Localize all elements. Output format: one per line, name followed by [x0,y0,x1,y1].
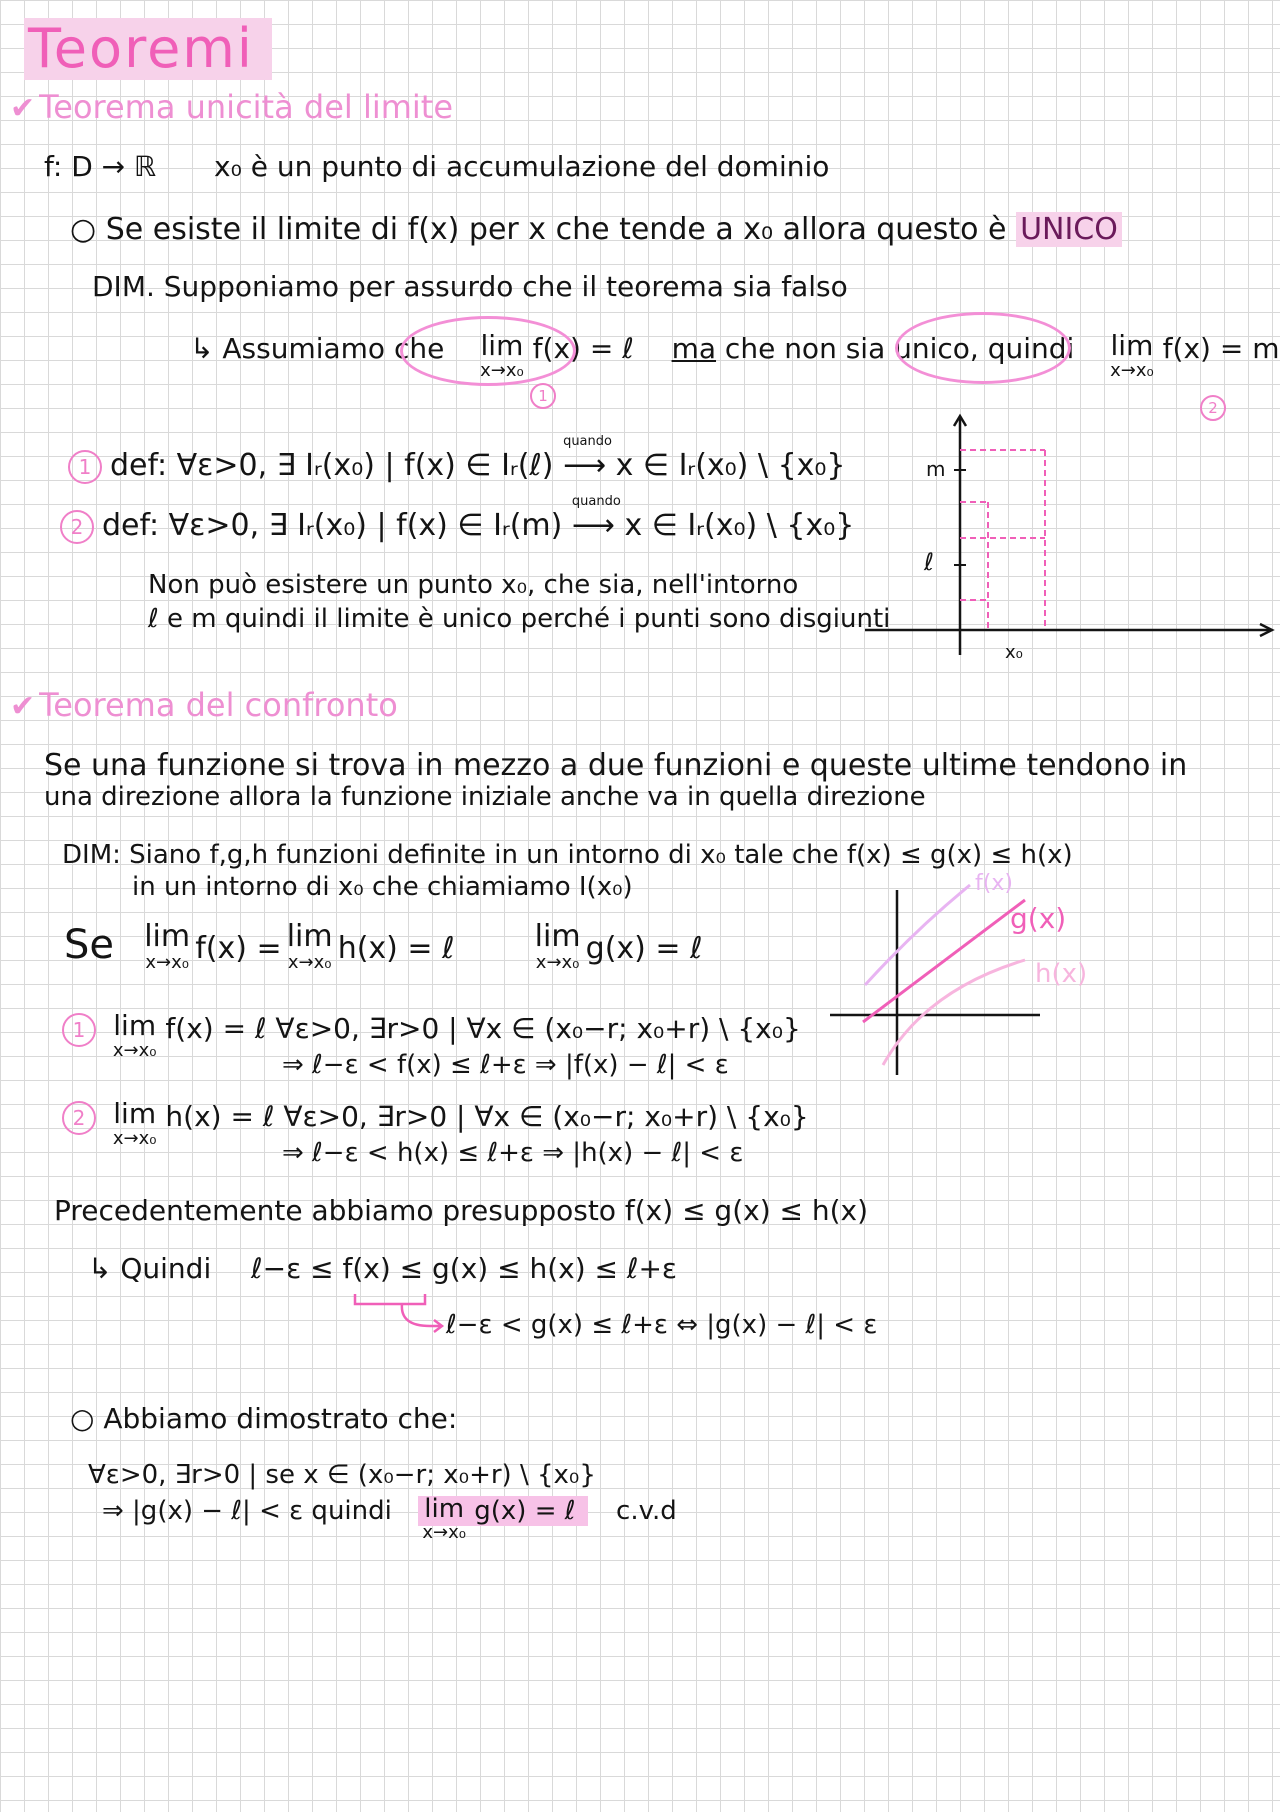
statement-text: Se esiste il limite di f(x) per x che tende a x₀ allora questo è [105,212,1007,247]
limit-notation: lim x→x₀ [112,1097,157,1149]
quindi-expr: ℓ−ε ≤ f(x) ≤ g(x) ≤ h(x) ≤ ℓ+ε [251,1252,678,1285]
limit-notation: lim x→x₀ [422,1494,466,1543]
uniqueness-graph [860,410,1280,670]
graph-label-g: g(x) [1010,902,1067,935]
def-line-1 [68,434,846,484]
assume-mid: che non sia unico, quindi [724,332,1075,365]
ellipse-limit-2 [895,312,1071,384]
tag-2-icon: 2 [1200,395,1226,421]
proved-line-1: ∀ε>0, ∃r>0 | se x ∈ (x₀−r; x₀+r) \ {x₀} [88,1460,596,1490]
section-heading-confronto [10,686,398,724]
dim-line-1: DIM: Siano f,g,h funzioni definite in un intorno di x₀ tale che f(x) ≤ g(x) ≤ h(x) [62,840,1073,870]
se-line [64,919,703,973]
intro-text: x₀ è un punto di accumulazione del dominio [214,150,830,183]
limit-notation: lim x→x₀ [112,1009,157,1061]
conclusion-line-1: Non può esistere un punto x₀, che sia, nell'intorno [148,570,799,600]
def2-tail: x ∈ Iᵣ(x₀) \ {x₀} [624,508,855,543]
section-title-text: Teorema unicità del limite [39,88,454,126]
quindi-line [88,1252,677,1285]
squeeze-graph [825,860,1275,1080]
assume-expr-1: f(x) = ℓ [532,332,634,365]
bracket-arrow [340,1286,460,1346]
ma-underlined: ma [671,332,717,365]
step-1-implication: ⇒ ℓ−ε < f(x) ≤ ℓ+ε ⇒ |f(x) − ℓ| < ε [282,1050,729,1080]
cvd-text: c.v.d [616,1496,677,1526]
ellipse-limit-1 [400,316,576,386]
final-limit-highlight [418,1494,587,1543]
def1-label: def: [110,448,168,483]
se-f-expr: f(x) = [195,931,282,966]
limit-notation: lim x→x₀ [480,329,524,381]
limit-notation-2: lim x→x₀ [286,919,333,973]
precedentemente-line: Precedentemente abbiamo presupposto f(x) ≤ g(x) ≤ h(x) [54,1194,869,1227]
conclusion-line-2: ℓ e m quindi il limite è unico perché i punti sono disgiunti [148,604,891,634]
assume-expr-2: f(x) = m [1162,332,1280,365]
limit-notation: lim x→x₀ [144,919,191,973]
section-heading-unicita [10,88,453,126]
se-word: Se [64,922,114,968]
checkmark-icon: ✔ [10,91,36,126]
unico-highlight: UNICO [1016,212,1122,247]
step2-expr: h(x) = ℓ ∀ε>0, ∃r>0 | ∀x ∈ (x₀−r; x₀+r) \ {x₀} [165,1100,809,1133]
limit-notation-3: lim x→x₀ [534,919,581,973]
def1-tail: x ∈ Iᵣ(x₀) \ {x₀} [615,448,846,483]
graph-label-m: m [926,457,946,481]
page-title: Teoremi [24,18,272,80]
tag-1-icon: 1 [530,383,556,409]
dim-line-2: in un intorno di x₀ che chiamiamo I(x₀) [132,872,633,902]
result-line: ℓ−ε < g(x) ≤ ℓ+ε ⇔ |g(x) − ℓ| < ε [446,1310,878,1340]
def2-label: def: [102,508,160,543]
proved-intro: ○ Abbiamo dimostrato che: [70,1402,458,1435]
step-2-implication: ⇒ ℓ−ε < h(x) ≤ ℓ+ε ⇒ |h(x) − ℓ| < ε [282,1138,744,1168]
graph-label-l: ℓ [924,548,934,576]
graph-label-x0: x₀ [1005,642,1023,663]
dim-line: DIM. Supponiamo per assurdo che il teorema sia falso [92,270,848,303]
number-2-icon: 2 [60,510,94,544]
desc-line-2: una direzione allora la funzione iniziale anche va in quella direzione [44,782,926,812]
quindi-word: ↳ Quindi [88,1252,212,1285]
step1-expr: f(x) = ℓ ∀ε>0, ∃r>0 | ∀x ∈ (x₀−r; x₀+r) \ {x₀} [165,1012,801,1045]
quando-arrow: quando ⟶ [563,434,612,483]
graph-label-h: h(x) [1035,959,1088,989]
assume-prefix: ↳ Assumiamo che [190,332,445,365]
assume-line [190,329,1280,381]
checkmark-icon: ✔ [10,689,36,724]
se-h-expr: h(x) = ℓ [337,931,455,966]
graph-label-f: f(x) [975,871,1013,896]
desc-line-1: Se una funzione si trova in mezzo a due funzioni e queste ultime tendono in [44,748,1188,783]
limit-notation-2: lim x→x₀ [1110,329,1154,381]
number-1-icon: 1 [62,1013,96,1047]
section-title-text: Teorema del confronto [39,686,398,724]
def2-expr: ∀ε>0, ∃ Iᵣ(x₀) | f(x) ∈ Iᵣ(m) [168,508,563,543]
se-g-expr: g(x) = ℓ [585,931,703,966]
quando-arrow-2: quando ⟶ [571,494,621,543]
function-domain: f: D → ℝ [44,150,157,183]
intro-line [44,150,829,183]
def1-expr: ∀ε>0, ∃ Iᵣ(x₀) | f(x) ∈ Iᵣ(ℓ) [176,448,554,483]
theorem-statement: ○ Se esiste il limite di f(x) per x che tende a x₀ allora questo è UNICO [70,212,1122,247]
final-expr: g(x) = ℓ [474,1496,576,1526]
def-line-2 [60,494,855,544]
number-2-icon: 2 [62,1101,96,1135]
proved-line-2: ⇒ |g(x) − ℓ| < ε quindi lim x→x₀ g(x) = ℓ c.v.d [102,1494,677,1543]
number-1-icon: 1 [68,450,102,484]
